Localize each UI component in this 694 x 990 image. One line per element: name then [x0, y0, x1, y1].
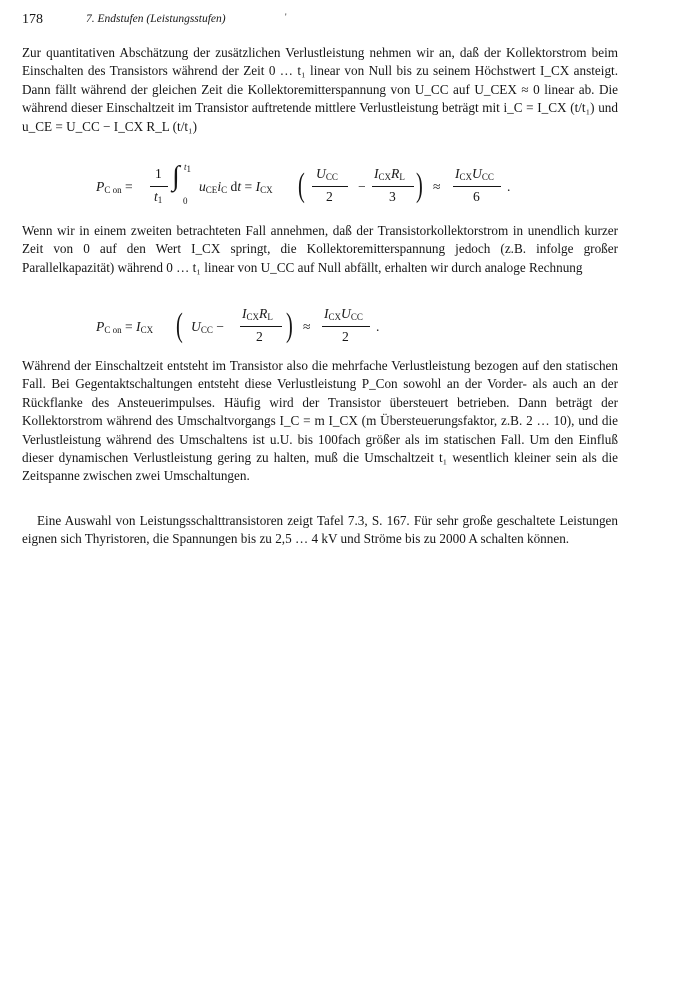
- page-header: [22, 12, 662, 30]
- paragraph-1: Zur quantitativen Abschätzung der zusätzlichen Verlustleistung nehmen wir an, daß der Kollektorstrom beim Einschalten des Transistors während der Zeit 0 … t₁ linear von Null bis zu seinem Höchstwert I_CX ansteigt. Dann fällt während der gleichen Zeit die Kollektoremitterspannung von U_CC auf U_CEX ≈ 0 linear ab. Die während dieser Einschaltzeit im Transistor auftretende mittlere Verlustleistung beträgt mit i_C = I_CX (t/t₁) und u_CE = U_CC − I_CX R_L (t/t₁): [22, 45, 618, 134]
- tick-mark: ': [285, 12, 287, 22]
- page-number: 178: [22, 12, 43, 27]
- paragraph-3: Während der Einschaltzeit entsteht im Transistor also die mehrfache Verlustleistung bezogen auf den statischen Fall. Bei Gegentaktschaltungen entsteht diese Verlustleistung P_Con sowohl an der Vorder- als auch an der Rückflanke des Ansteuerimpulses. Häufig wird der Transistor übersteuert betrieben. Dann beträgt der Kollektorstrom während des Umschaltvorgangs I_C = m I_CX (m Übersteuerungsfaktor, z.B. 2 … 10), und die Verlustleistung während des Umschaltens ist u.U. bis 100fach größer als im statischen Fall. Um den Einfluß dieser dynamischen Verlustleistung gering zu halten, muß die Umschaltzeit t₁ wesentlich kleiner sein als die Zeitspanne zwischen zwei Umschaltungen.: [22, 358, 618, 484]
- paragraph-4: Eine Auswahl von Leistungsschalttransistoren zeigt Tafel 7.3, S. 167. Für sehr große geschaltete Leistungen eignen sich Thyristoren, die Spannungen bis zu 2,5 … 4 kV und Ströme bis zu 2000 A schalten können.: [22, 513, 618, 547]
- paragraph-2: Wenn wir in einem zweiten betrachteten Fall annehmen, daß der Transistorkollektorstrom in unendlich kurzer Zeit von 0 auf den Wert I_CX springt, die Kollektoremitterspannung jedoch (z.B. infolge großer Parallelkapazität) während 0 … t₁ linear von U_CC auf Null abfällt, erhalten wir durch analoge Rechnung: [22, 223, 618, 275]
- running-title: 7. Endstufen (Leistungsstufen): [86, 13, 226, 25]
